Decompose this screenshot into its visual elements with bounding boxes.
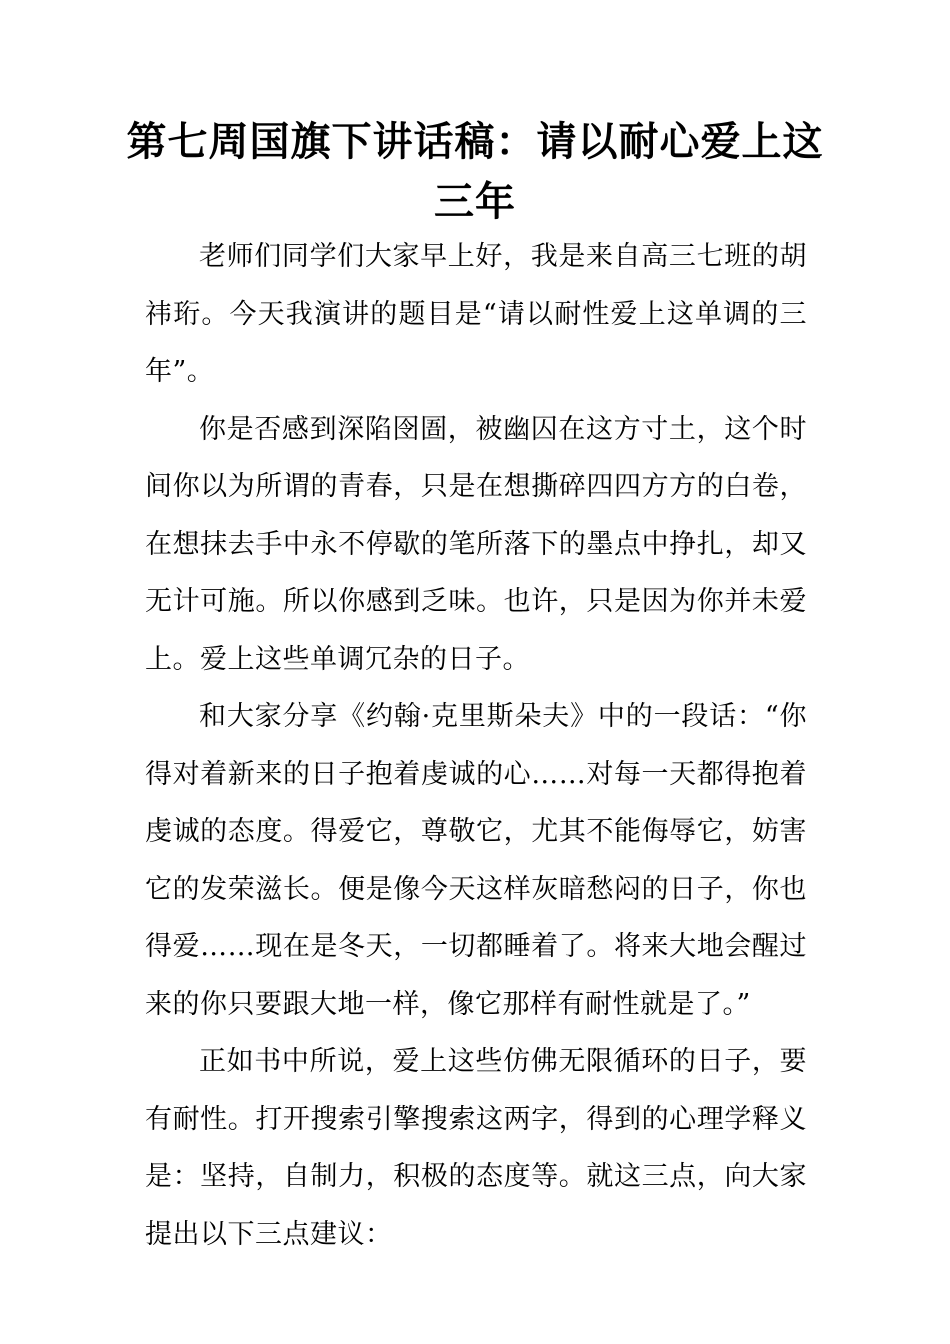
paragraph-feeling-trapped: 你是否感到深陷囹圄，被幽囚在这方寸土，这个时间你以为所谓的青春，只是在想撕碎四四方方的白卷，在想抹去手中永不停歇的笔所落下的墨点中挣扎，却又无计可施。所以你感到乏味。也许，只是因为你并未爱上。爱上这些单调冗杂的日子。 — [145, 413, 807, 675]
paragraph-book-quote: 和大家分享《约翰·克里斯朵夫》中的一段话：“你得对着新来的日子抱着虔诚的心……对每一天都得抱着虔诚的态度。得爱它，尊敬它，尤其不能侮辱它，妨害它的发荣滋长。便是像今天这样灰暗愁闷的日子，你也得爱……现在是冬天，一切都睡着了。将来大地会醒过来的你只要跟大地一样，像它那样有耐性就是了。” — [145, 701, 807, 1020]
paragraph-suggestions-intro: 正如书中所说，爱上这些仿佛无限循环的日子，要有耐性。打开搜索引擎搜索这两字，得到的心理学释义是：坚持，自制力，积极的态度等。就这三点，向大家提出以下三点建议： — [145, 1046, 807, 1250]
document-body — [145, 228, 807, 1263]
paragraph-greeting: 老师们同学们大家早上好，我是来自高三七班的胡祎珩。今天我演讲的题目是“请以耐性爱上这单调的三年”。 — [145, 241, 807, 387]
document-title: 第七周国旗下讲话稿：请以耐心爱上这三年 — [126, 119, 824, 225]
